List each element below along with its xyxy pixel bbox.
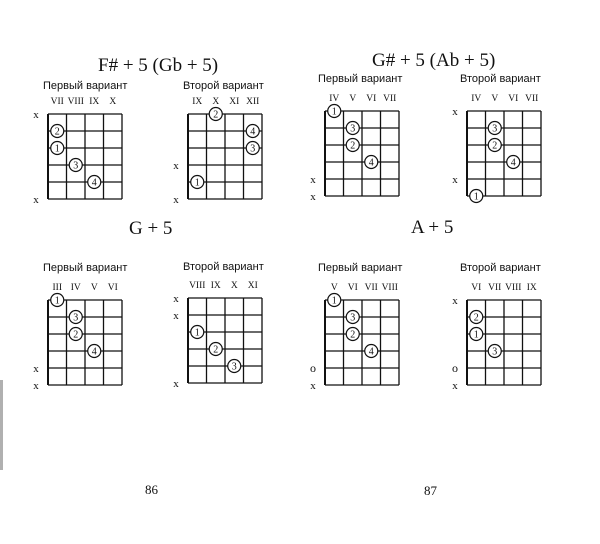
- fretboard-grid: [325, 111, 399, 196]
- finger-number: 4: [368, 157, 374, 169]
- open-string-marker: o: [310, 361, 316, 375]
- fret-number-label: IX: [526, 283, 537, 293]
- chord-diagram: [305, 278, 405, 398]
- chord-title-f-sharp-aug: F# + 5 (Gb + 5): [98, 55, 219, 76]
- fret-number-label: VII: [488, 283, 502, 293]
- finger-number: 2: [73, 329, 79, 341]
- finger-dot: [346, 328, 359, 341]
- fret-number-label: V: [491, 94, 499, 104]
- finger-dot: [51, 294, 64, 307]
- finger-dot: [191, 176, 204, 189]
- muted-string-marker: x: [310, 191, 316, 203]
- fret-number-label: V: [349, 94, 357, 104]
- finger-dot: [88, 345, 101, 358]
- finger-dot: [51, 142, 64, 155]
- fret-number-label: IX: [89, 97, 100, 107]
- variant-label: Первый вариант: [318, 262, 403, 274]
- finger-dot: [69, 311, 82, 324]
- finger-number: 2: [54, 126, 60, 138]
- fret-number-label: VI: [471, 283, 482, 293]
- chord-title-g-aug: G + 5: [129, 218, 173, 239]
- muted-string-marker: x: [452, 295, 458, 307]
- finger-dot: [209, 108, 222, 121]
- finger-number: 1: [331, 295, 337, 307]
- finger-dot: [488, 139, 501, 152]
- fret-number-label: X: [230, 281, 238, 291]
- finger-number: 1: [473, 329, 479, 341]
- finger-dot: [488, 122, 501, 135]
- finger-dot: [51, 125, 64, 138]
- finger-number: 3: [73, 312, 79, 324]
- finger-number: 3: [350, 123, 356, 135]
- fret-number-label: VIII: [189, 281, 206, 291]
- finger-number: 1: [331, 106, 337, 118]
- fret-number-label: VII: [525, 94, 539, 104]
- finger-number: 4: [91, 346, 97, 358]
- page-number: 87: [424, 483, 437, 498]
- chord-diagram: [168, 92, 268, 212]
- finger-number: 2: [213, 109, 219, 121]
- fret-number-label: VI: [508, 94, 519, 104]
- muted-string-marker: x: [33, 194, 39, 206]
- muted-string-marker: x: [173, 378, 179, 390]
- finger-number: 2: [350, 329, 356, 341]
- muted-string-marker: x: [33, 363, 39, 375]
- fret-number-label: III: [52, 283, 62, 293]
- fretboard-grid: [48, 300, 122, 385]
- finger-number: 1: [473, 191, 479, 203]
- finger-number: 1: [54, 295, 60, 307]
- page-number: 86: [145, 482, 158, 497]
- variant-label: Второй вариант: [460, 73, 541, 85]
- variant-label: Второй вариант: [183, 80, 264, 92]
- finger-number: 3: [492, 123, 498, 135]
- fret-number-label: X: [109, 97, 117, 107]
- finger-dot: [88, 176, 101, 189]
- finger-number: 1: [194, 177, 200, 189]
- finger-dot: [69, 328, 82, 341]
- finger-number: 1: [194, 327, 200, 339]
- chord-diagram: [168, 276, 268, 396]
- muted-string-marker: x: [452, 380, 458, 392]
- muted-string-marker: x: [173, 194, 179, 206]
- finger-number: 3: [231, 361, 237, 373]
- finger-number: 4: [250, 126, 256, 138]
- fret-number-label: X: [212, 97, 220, 107]
- chord-diagram: [28, 278, 128, 398]
- finger-dot: [365, 156, 378, 169]
- fret-number-label: VIII: [381, 283, 398, 293]
- muted-string-marker: x: [33, 380, 39, 392]
- fret-number-label: IV: [329, 94, 340, 104]
- chord-diagram: [447, 278, 547, 398]
- fret-number-label: V: [90, 283, 98, 293]
- open-string-marker: o: [452, 361, 458, 375]
- fret-number-label: IV: [471, 94, 482, 104]
- finger-dot: [191, 326, 204, 339]
- fret-number-label: XI: [247, 281, 258, 291]
- chord-title-a-aug: A + 5: [411, 217, 454, 238]
- fret-number-label: XII: [246, 97, 260, 107]
- variant-label: Второй вариант: [460, 262, 541, 274]
- chord-diagram: [305, 89, 405, 209]
- finger-number: 3: [492, 346, 498, 358]
- muted-string-marker: x: [173, 160, 179, 172]
- finger-dot: [346, 311, 359, 324]
- fret-number-label: IV: [70, 283, 81, 293]
- finger-dot: [470, 311, 483, 324]
- finger-number: 3: [73, 160, 79, 172]
- variant-label: Второй вариант: [183, 261, 264, 273]
- variant-label: Первый вариант: [43, 262, 128, 274]
- fret-number-label: XI: [229, 97, 240, 107]
- fret-number-label: VI: [347, 283, 358, 293]
- finger-dot: [328, 105, 341, 118]
- finger-dot: [328, 294, 341, 307]
- finger-number: 4: [368, 346, 374, 358]
- muted-string-marker: x: [310, 174, 316, 186]
- fret-number-label: VIII: [505, 283, 522, 293]
- finger-dot: [470, 328, 483, 341]
- chord-diagram: [28, 92, 128, 212]
- finger-dot: [346, 139, 359, 152]
- finger-dot: [488, 345, 501, 358]
- fret-number-label: VII: [383, 94, 397, 104]
- muted-string-marker: x: [310, 380, 316, 392]
- fretboard-grid: [188, 298, 262, 383]
- finger-number: 4: [91, 177, 97, 189]
- fret-number-label: VII: [364, 283, 378, 293]
- finger-dot: [246, 125, 259, 138]
- finger-dot: [470, 190, 483, 203]
- finger-dot: [69, 159, 82, 172]
- chord-diagram: [447, 89, 547, 209]
- fret-number-label: VII: [50, 97, 64, 107]
- finger-number: 2: [492, 140, 498, 152]
- finger-number: 2: [473, 312, 479, 324]
- muted-string-marker: x: [452, 174, 458, 186]
- finger-number: 2: [213, 344, 219, 356]
- page-edge: [0, 380, 3, 470]
- fretboard-grid: [325, 300, 399, 385]
- finger-dot: [346, 122, 359, 135]
- fret-number-label: VI: [366, 94, 377, 104]
- fret-number-label: VIII: [67, 97, 84, 107]
- finger-number: 3: [350, 312, 356, 324]
- muted-string-marker: x: [173, 310, 179, 322]
- finger-number: 3: [250, 143, 256, 155]
- finger-dot: [507, 156, 520, 169]
- muted-string-marker: x: [33, 109, 39, 121]
- muted-string-marker: x: [452, 106, 458, 118]
- fretboard-grid: [467, 111, 541, 196]
- chord-title-g-sharp-aug: G# + 5 (Ab + 5): [372, 50, 496, 71]
- fret-number-label: IX: [192, 97, 203, 107]
- finger-dot: [228, 360, 241, 373]
- finger-number: 4: [510, 157, 516, 169]
- fret-number-label: VI: [107, 283, 118, 293]
- variant-label: Первый вариант: [43, 80, 128, 92]
- muted-string-marker: x: [173, 293, 179, 305]
- finger-dot: [246, 142, 259, 155]
- finger-dot: [209, 343, 222, 356]
- finger-dot: [365, 345, 378, 358]
- variant-label: Первый вариант: [318, 73, 403, 85]
- fret-number-label: V: [330, 283, 338, 293]
- finger-number: 1: [54, 143, 60, 155]
- fret-number-label: IX: [210, 281, 221, 291]
- finger-number: 2: [350, 140, 356, 152]
